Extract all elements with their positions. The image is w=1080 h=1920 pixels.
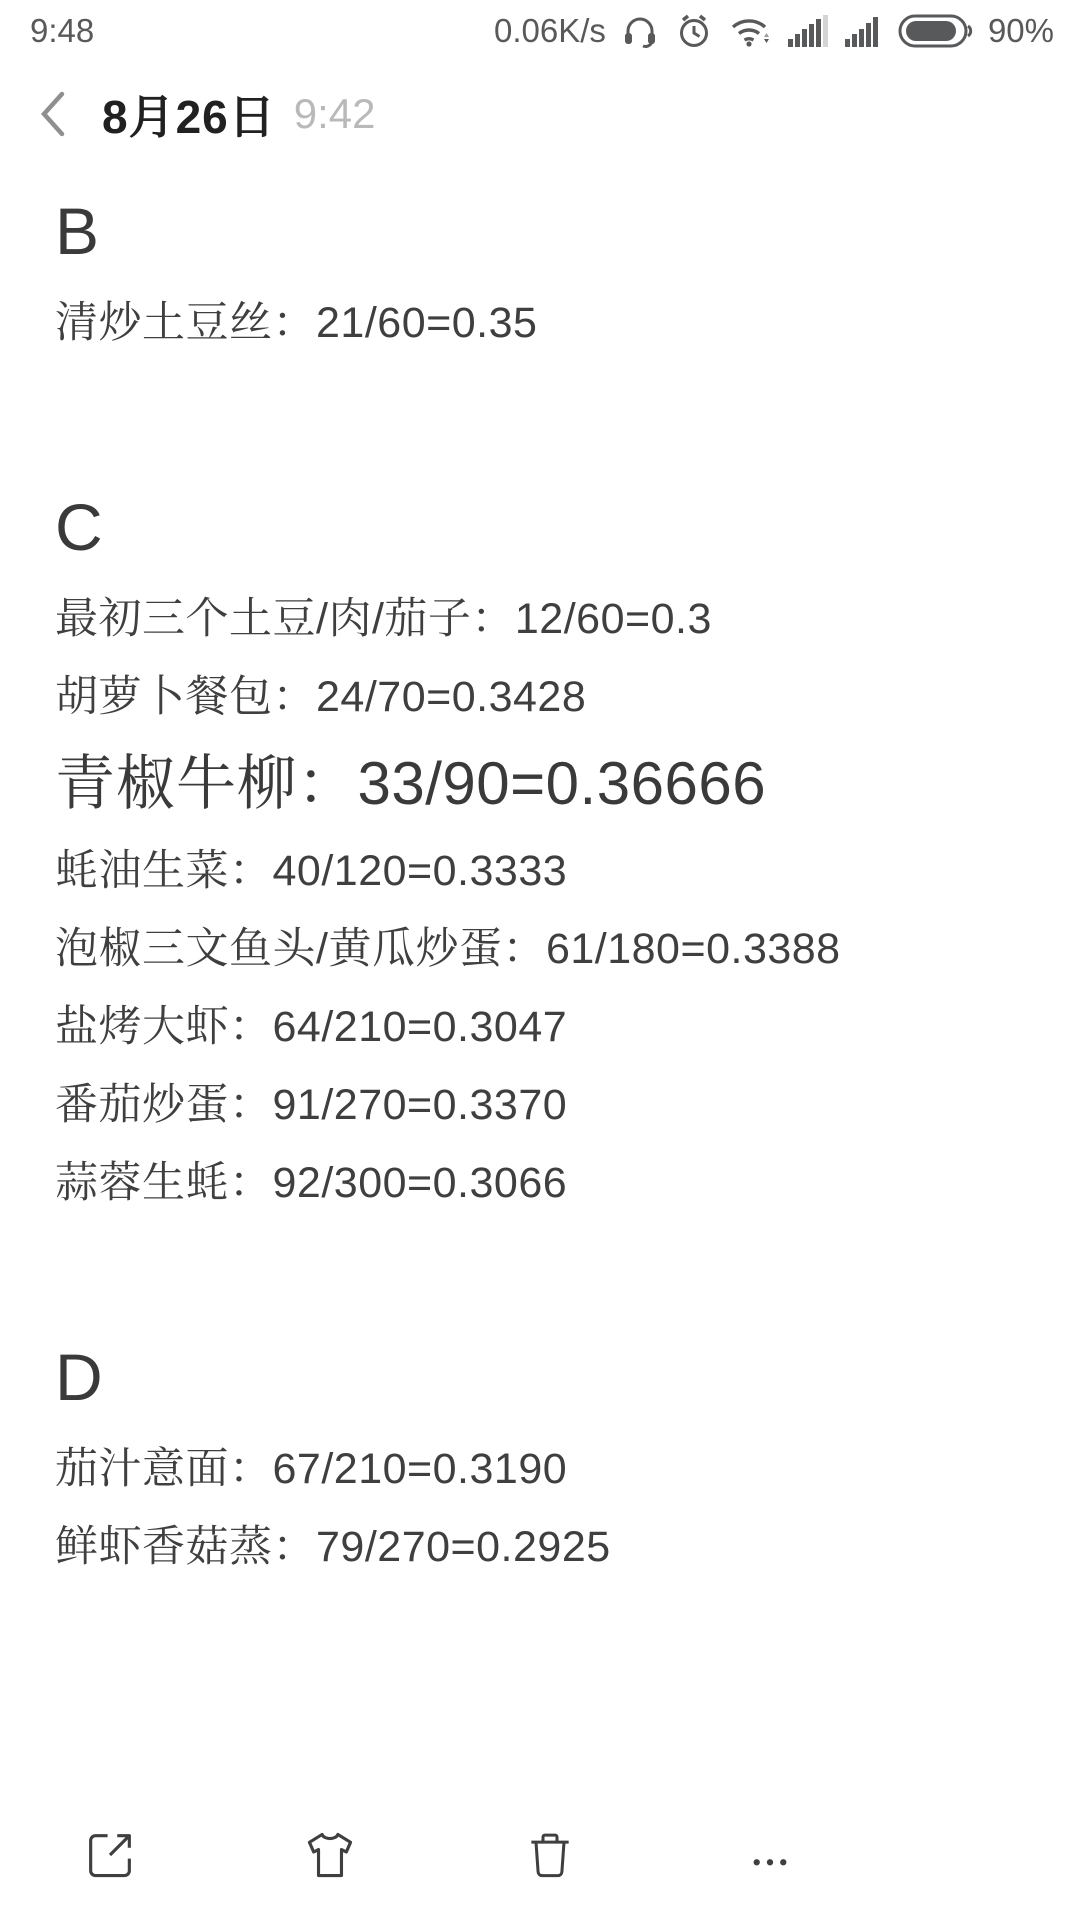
- back-button[interactable]: [36, 84, 88, 144]
- note-line: 蚝油生菜：40/120=0.3333: [55, 846, 568, 895]
- share-icon: [81, 1826, 139, 1884]
- note-line: 胡萝卜餐包：24/70=0.3428: [55, 672, 587, 721]
- section-heading: B: [55, 194, 100, 268]
- headset-icon: [620, 11, 660, 51]
- theme-button[interactable]: [220, 1790, 440, 1920]
- note-content[interactable]: [0, 194, 1080, 1586]
- chevron-left-icon: [36, 86, 70, 142]
- more-button[interactable]: [660, 1790, 880, 1920]
- note-header: [0, 78, 1080, 150]
- network-speed: 0.06K/s: [494, 12, 606, 49]
- shirt-icon: [301, 1826, 359, 1884]
- note-line: 茄汁意面：67/210=0.3190: [55, 1444, 568, 1493]
- section-heading: C: [55, 489, 103, 564]
- alarm-icon: [674, 11, 714, 51]
- note-line: 泡椒三文鱼头/黄瓜炒蛋：61/180=0.3388: [55, 924, 841, 973]
- signal-sim2-icon: [844, 13, 884, 49]
- note-line: 蒜蓉生蚝：92/300=0.3066: [55, 1158, 568, 1207]
- battery-percent: 90%: [987, 12, 1054, 49]
- note-line: 最初三个土豆/肉/茄子：12/60=0.3: [55, 594, 712, 643]
- signal-sim1-icon: [786, 13, 830, 49]
- note-line: 盐烤大虾：64/210=0.3047: [55, 1002, 568, 1051]
- note-line: 清炒土豆丝：21/60=0.35: [55, 298, 538, 347]
- note-line: 青椒牛柳：33/90=0.36666: [55, 749, 767, 817]
- status-bar: [0, 0, 1080, 56]
- battery-icon: [898, 12, 974, 50]
- wifi-icon: [728, 11, 772, 51]
- note-time: 9:42: [293, 90, 376, 137]
- status-time: 9:48: [30, 12, 95, 49]
- note-line: 番茄炒蛋：91/270=0.3370: [55, 1080, 568, 1129]
- bottom-toolbar: [0, 1790, 880, 1920]
- share-button[interactable]: [0, 1790, 220, 1920]
- section-heading: D: [55, 1339, 103, 1414]
- delete-button[interactable]: [440, 1790, 660, 1920]
- trash-icon: [522, 1827, 578, 1883]
- note-date: 8月26日: [102, 91, 276, 143]
- more-icon: [741, 1826, 799, 1884]
- note-line: 鲜虾香菇蒸：79/270=0.2925: [55, 1522, 611, 1571]
